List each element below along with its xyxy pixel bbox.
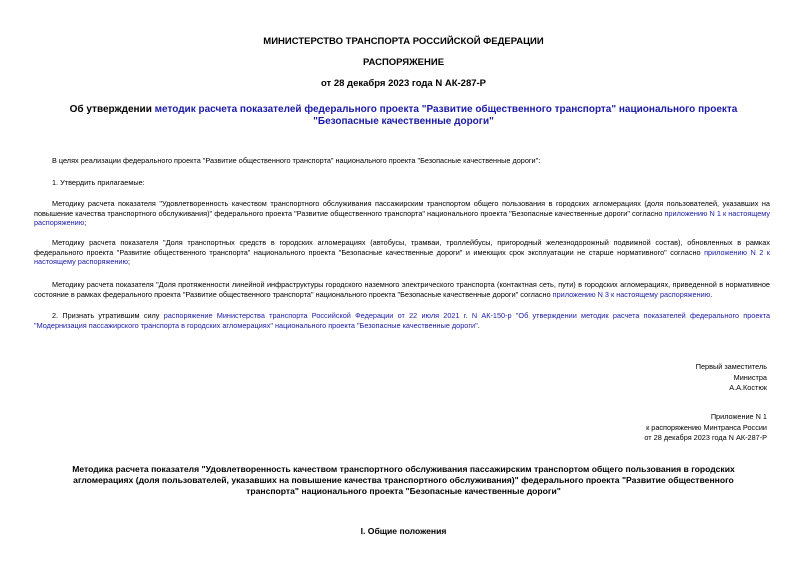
method2-end: ; (127, 257, 131, 267)
date-number-heading: от 28 декабря 2023 года N АК-287-Р (320, 78, 487, 89)
signature-block (696, 362, 767, 394)
signature-line2: Министра (733, 372, 767, 382)
ministry-heading: МИНИСТЕРСТВО ТРАНСПОРТА РОССИЙСКОЙ ФЕДЕРАЦИИ (263, 36, 544, 47)
method2-paragraph (34, 238, 770, 267)
method3-end: . (710, 289, 713, 299)
appendix1-link[interactable]: приложению N 1 к настоящему распоряжению (34, 208, 770, 228)
method1-end: ; (84, 218, 87, 228)
section-title: I. Общие положения (360, 526, 447, 536)
method2-text: Методику расчета показателя "Доля транспортных средств в городских агломерациях (автобусы, трамваи, троллейбусы, пригородный железнодорожный подвижной состав), обновленных в рамках федерального проекта "Развитие общественного транспорта" национального проекта "Безопасные качественные дороги" и имеющих срок эксплуатации не старше нормативного" согласно (34, 238, 770, 257)
appendix3-link[interactable]: приложению N 3 к настоящему распоряжению (552, 289, 711, 299)
doc-type-heading: РАСПОРЯЖЕНИЕ (362, 57, 445, 68)
item1-paragraph: 1. Утвердить прилагаемые: (52, 178, 145, 187)
method3-text: Методику расчета показателя "Доля протяженности линейной инфраструктуры городского наземного электрического транспорта (контактная сеть, пути) в городских агломерациях, приведенной в нормативное состояние в рамках федерального проекта "Развитие общественного транспорта" национального проекта "Безопасные качественные дороги" согласно (34, 280, 770, 299)
item2-text: 2. Признать утратившим силу (52, 311, 164, 320)
item2-paragraph (34, 311, 770, 330)
repealed-order-link[interactable]: распоряжение Министерства транспорта Российской Федерации от 22 июля 2021 г. N АК-150-р "Об утверждении методик расчета показателей федерального проекта "Модернизация пассажирского транспорта в городских агломерациях" национального проекта "Безопасные качественные дороги" (34, 311, 770, 330)
appendix-line2: к распоряжению Минтранса России (646, 422, 767, 432)
title-prefix: Об утверждении (69, 104, 155, 115)
appendix-header (644, 412, 767, 444)
appendix-line3: от 28 декабря 2023 года N АК-287-Р (644, 433, 767, 442)
method1-text: Методику расчета показателя "Удовлетворенность качеством транспортного обслуживания пассажирским транспортом общего пользования в городских агломерациях (доля пользователей, указавших на повышение качества транспортного обслуживания)" федерального проекта "Развитие общественного транспорта" национального проекта "Безопасные качественные дороги" согласно (34, 199, 770, 218)
document-title (40, 104, 767, 128)
method3-paragraph (34, 280, 770, 299)
signature-line1: Первый заместитель (695, 362, 767, 371)
signature-line3: А.А.Костюк (729, 383, 767, 392)
title-link[interactable]: методик расчета показателей федерального проекта "Развитие общественного транспорта" национального проекта "Безопасные качественные дороги" (154, 104, 738, 127)
intro-paragraph: В целях реализации федерального проекта "Развитие общественного транспорта" национального проекта "Безопасные качественные дороги": (52, 156, 541, 165)
method1-paragraph (34, 199, 770, 228)
item2-end: . (477, 320, 480, 330)
method-title: Методика расчета показателя "Удовлетворенность качеством транспортного обслуживания пассажирским транспортом общего пользования в городских агломерациях (доля пользователей, указавших на повышение качества транспортного обслуживания)" федерального проекта "Развитие общественного транспорта" национального проекта "Безопасные качественные дороги" (72, 464, 735, 497)
appendix2-link[interactable]: приложению N 2 к настоящему распоряжению (34, 247, 770, 267)
appendix-line1: Приложение N 1 (710, 412, 767, 421)
